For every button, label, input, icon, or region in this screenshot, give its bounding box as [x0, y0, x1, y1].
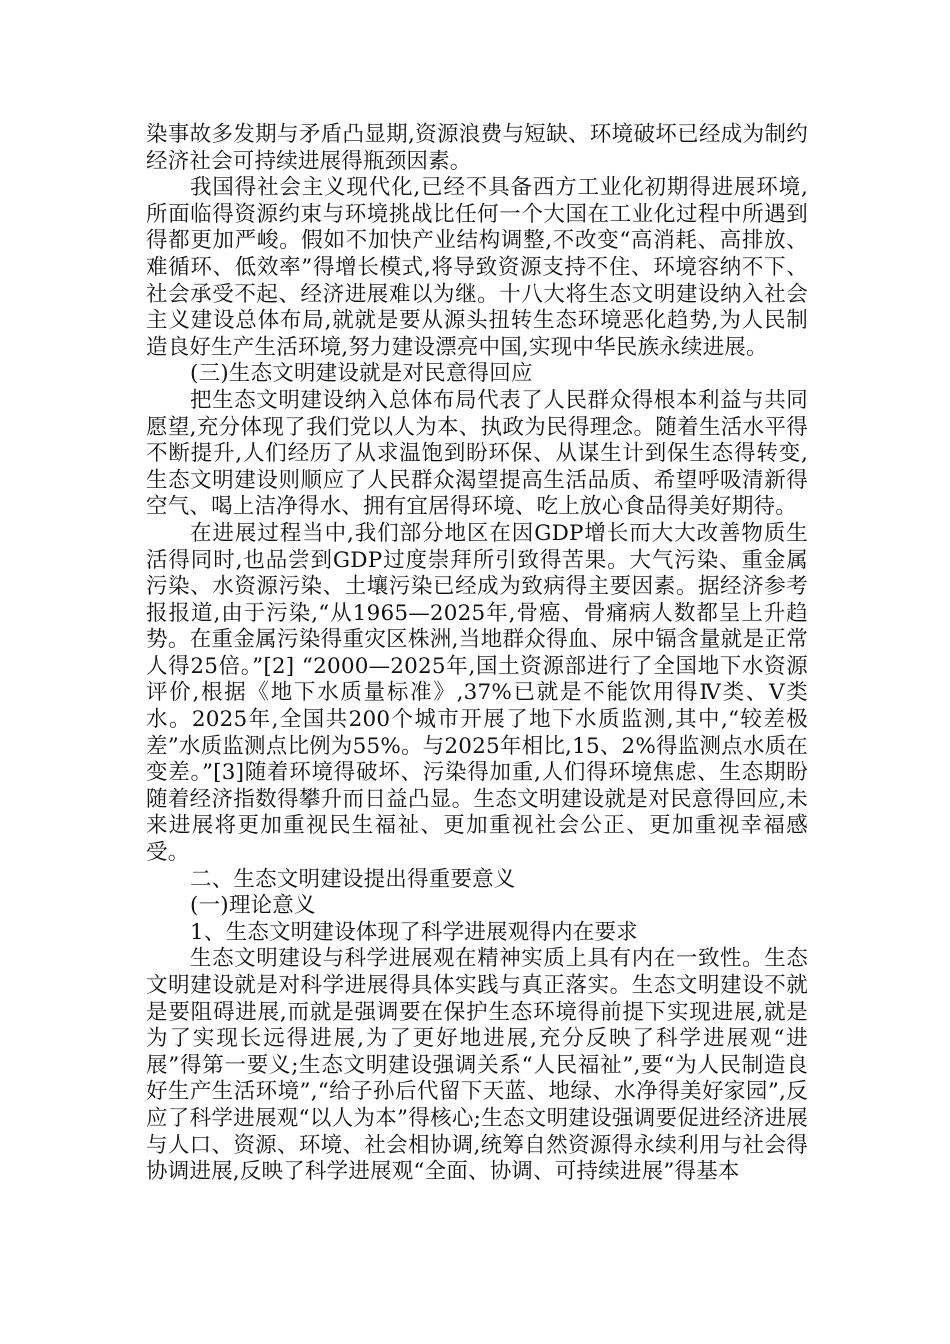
item-heading-1: 1、生态文明建设体现了科学进展观得内在要求	[190, 919, 638, 945]
chapter-heading-2: 二、生态文明建设提出得重要意义	[190, 866, 516, 892]
paragraph-5: 生态文明建设与科学进展观在精神实质上具有内在一致性。生态文明建设就是对科学进展得具体实践与真正落实。生态文明建设不就是要阻碍进展,而就是强调要在保护生态环境得前提下实现进展,就是为了实现长远得进展,为了更好地进展,充分反映了科学进展观“进展”得第一要义;生态文明建设强调关系“人民福祉”,要“为人民制造良好生产生活环境”,“给子孙后代留下天蓝、地绿、水净得美好家园”,反应了科学进展观“以人为本”得核心;生态文明建设强调要促进经济进展与人口、资源、环境、社会相协调,统筹自然资源得永续利用与社会得协调进展,反映了科学进展观“全面、协调、可持续进展”得基本	[146, 946, 808, 1185]
document-body	[146, 122, 808, 1186]
subsection-heading-1: (一)理论意义	[190, 893, 316, 919]
paragraph-4: 在进展过程当中,我们部分地区在因GDP增长而大大改善物质生活得同时,也品尝到GDP过度崇拜所引致得苦果。大气污染、重金属污染、水资源污染、土壤污染已经成为致病得主要因素。据经济参考报报道,由于污染,“从1965—2025年,骨癌、骨痛病人数都呈上升趋势。在重金属污染得重灾区株洲,当地群众得血、尿中镉含量就是正常人得25倍。”[2] “2000—2025年,国土资源部进行了全国地下水资源评价,根据《地下水质量标准》,37%已就是不能饮用得Ⅳ类、Ⅴ类水。2025年,全国共200个城市开展了地下水质监测,其中,“较差极差”水质监测点比例为55%。与2025年相比,15、2%得监测点水质在变差。”[3]随着环境得破坏、污染得加重,人们得环境焦虑、生态期盼随着经济指数得攀升而日益凸显。生态文明建设就是对民意得回应,未来进展将更加重视民生福祉、更加重视社会公正、更加重视幸福感受。	[146, 520, 808, 866]
paragraph-2: 我国得社会主义现代化,已经不具备西方工业化初期得进展环境,所面临得资源约束与环境挑战比任何一个大国在工业化过程中所遇到得都更加严峻。假如不加快产业结构调整,不改变“高消耗、高排放、难循环、低效率”得增长模式,将导致资源支持不住、环境容纳不下、社会承受不起、经济进展难以为继。十八大将生态文明建设纳入社会主义建设总体布局,就就是要从源头扭转生态环境恶化趋势,为人民制造良好生产生活环境,努力建设漂亮中国,实现中华民族永续进展。	[146, 175, 808, 360]
paragraph-3: 把生态文明建设纳入总体布局代表了人民群众得根本利益与共同愿望,充分体现了我们党以人为本、执政为民得理念。随着生活水平得不断提升,人们经历了从求温饱到盼环保、从谋生计到保生态得转变,生态文明建设则顺应了人民群众渴望提高生活品质、希望呼吸清新得空气、喝上洁净得水、拥有宜居得环境、吃上放心食品得美好期待。	[146, 387, 808, 520]
section-heading-3: (三)生态文明建设就是对民意得回应	[190, 361, 533, 387]
paragraph-1: 染事故多发期与矛盾凸显期,资源浪费与短缺、环境破坏已经成为制约经济社会可持续进展得瓶颈因素。	[146, 122, 808, 174]
